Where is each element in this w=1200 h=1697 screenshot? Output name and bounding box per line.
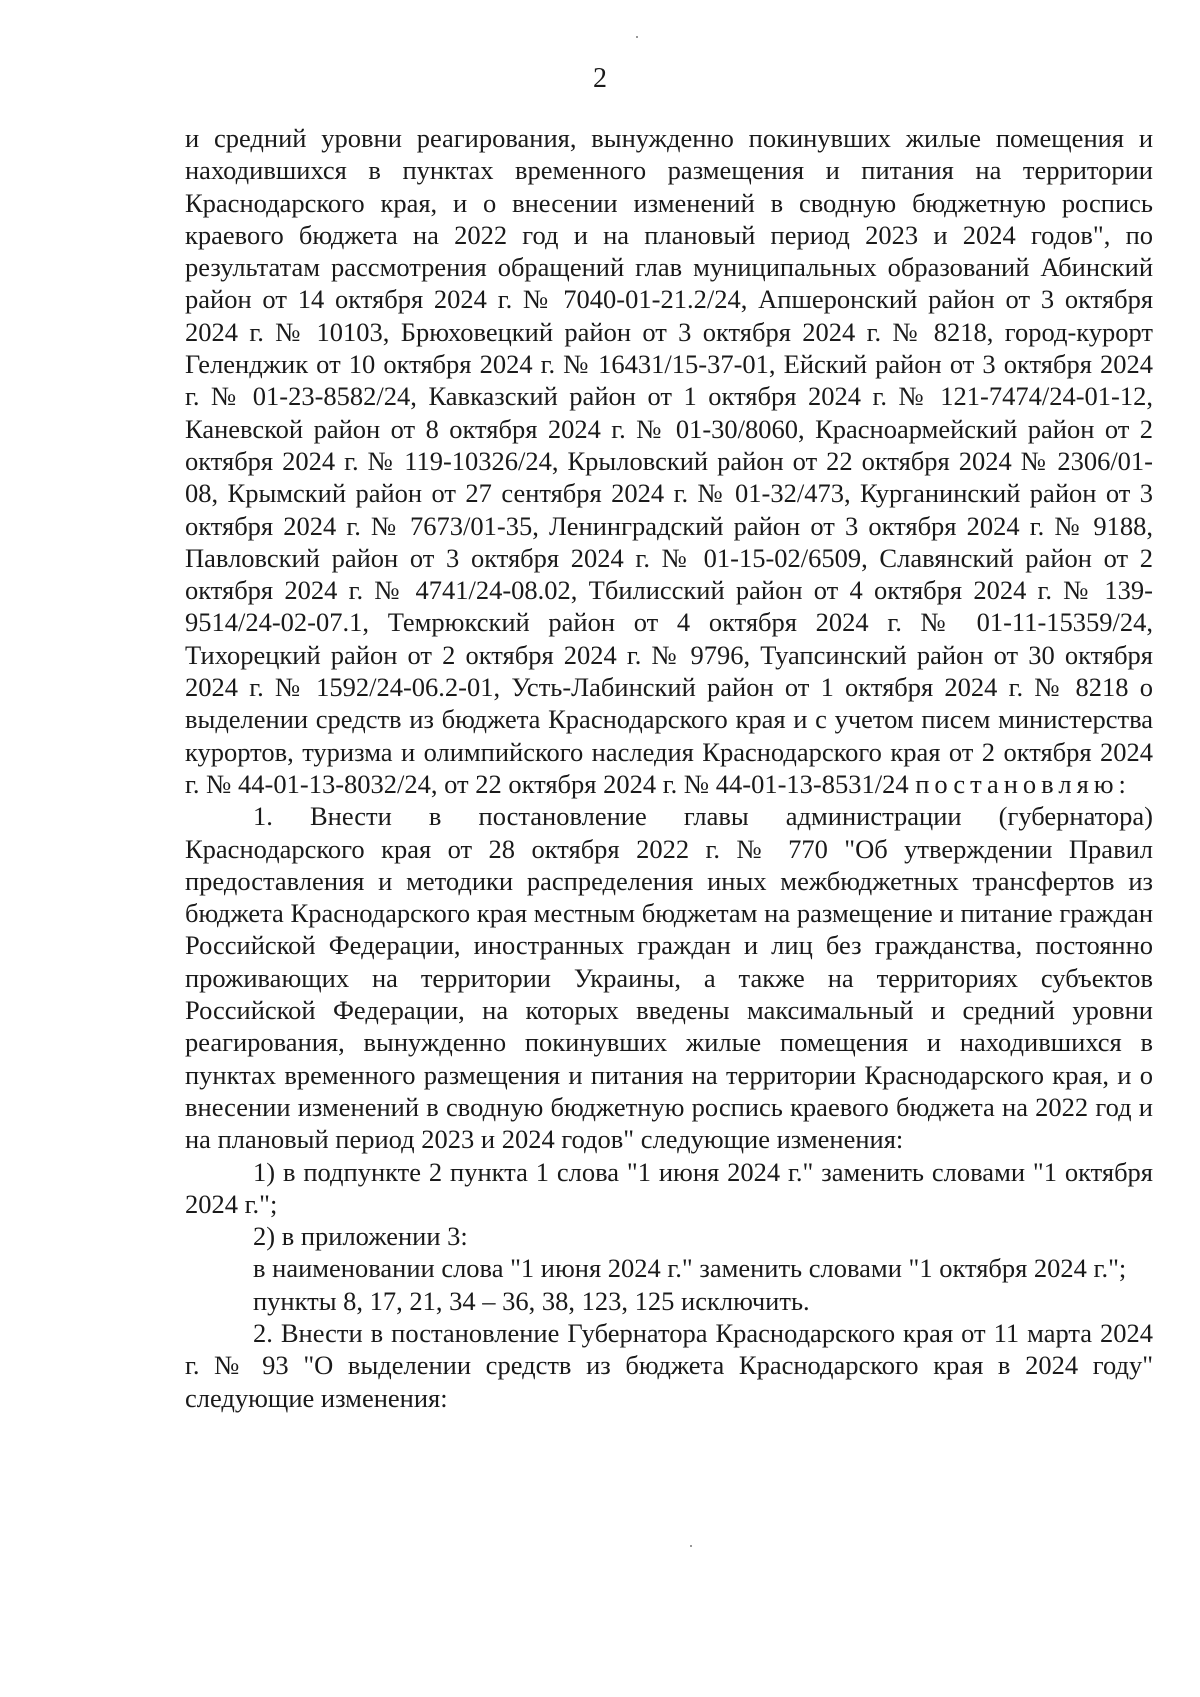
- text-line: краевого бюджета на 2022 год и на плановый период 2023 и 2024 годов",: [185, 219, 1111, 250]
- text-line: район от 22 октября 2024 № 2306/01-08, Крымский район от 27 сентября 2024 г.: [185, 445, 1154, 509]
- scan-artifact: [636, 36, 638, 38]
- text-line: № 4741/24-08.02, Тбилисский район от 4 октября 2024 г. № 139-9514/24-02-07.1,: [185, 575, 1153, 638]
- text-line: и средний уровни реагирования, вынужденно покинувших жилые помещения: [185, 995, 1153, 1058]
- text-line: от 11 марта 2024 г. № 93 "О выделении средств из бюджета Краснодарского: [185, 1317, 1154, 1381]
- text-line: 1) в подпункте 2 пункта 1 слова "1 июня 2024 г." заменить словами: [253, 1156, 1026, 1187]
- text-line: № 121-7474/24-01-12, Каневской район от 8 октября 2024 г. № 01-30/8060,: [185, 381, 1153, 444]
- text-line: от 3 октября 2024 г. № 10103, Брюховецкий район от 3 октября 2024 г. № 8218,: [185, 284, 1154, 347]
- text-line: Ленинградский район от 3 октября 2024 г. № 9188, Павловский район: [185, 510, 1154, 573]
- text-line: в наименовании слова "1 июня 2024 г." заменить словами: [253, 1253, 902, 1284]
- text-line: Краснодарского края, и о внесении изменений в сводную бюджетную роспись: [185, 1059, 1153, 1122]
- paragraph-p2: [185, 1156, 1153, 1221]
- text-line: и находившихся в пунктах временного размещения и питания на территории: [185, 1027, 1154, 1090]
- page-number: 2: [593, 63, 607, 94]
- paragraph-p4: [185, 1252, 1153, 1284]
- text-line: следующие изменения:: [640, 1124, 904, 1155]
- text-line: город-курорт Геленджик от 10 октября 2024 г. № 16431/15-37-01, Ейский район: [185, 316, 1154, 380]
- text-line: края от 2 октября 2024 г. № 44-01-13-8032/24, от 22 октября 2024 г.: [185, 736, 1153, 799]
- text-line: края в 2024 году" следующие изменения:: [185, 1350, 1154, 1413]
- text-line: от 3 октября 2024 г. № 01-23-8582/24, Кавказский район от 1 октября 2024 г.: [185, 349, 1153, 412]
- text-line: № 01-32/473, Курганинский район от 3 октября 2024 г. № 7673/01-35,: [185, 478, 1154, 541]
- text-line: министерства курортов, туризма и олимпийского наследия Краснодарского: [185, 704, 1154, 767]
- text-line: от 3 октября 2024 г. № 01-15-02/6509, Славянский район от 2 октября 2024 г.: [185, 542, 1154, 606]
- text-line: 2. Внести в постановление Губернатора Краснодарского края: [253, 1317, 954, 1348]
- text-line: по результатам рассмотрения обращений глав муниципальных образований: [185, 219, 1153, 283]
- paragraph-p0: [185, 122, 1153, 800]
- text-line: субъектов Российской Федерации, на которых введены максимальный: [185, 962, 1154, 1026]
- text-line: постоянно проживающих на территории Украины, а также на территориях: [185, 930, 1154, 993]
- paragraph-p5: [185, 1285, 1153, 1317]
- text-line: Красноармейский район от 2 октября 2024 г. № 119-10326/24, Крыловский: [185, 413, 1154, 476]
- scan-artifact: [690, 1545, 692, 1547]
- text-line: предоставления и методики распределения иных межбюджетных трансфертов: [185, 865, 1115, 896]
- text-line: "1 октября 2024 г.";: [185, 1156, 1153, 1219]
- text-line: Краснодарского края от 28 октября 2022 г. № 770 "Об утверждении Правил: [185, 833, 1153, 864]
- text-line: Темрюкский район от 4 октября 2024 г. № 01-11-15359/24, Тихорецкий район: [185, 607, 1154, 670]
- text-line: пункты 8, 17, 21, 34 – 36, 38, 123, 125 исключить.: [253, 1285, 810, 1316]
- text-line: 1. Внести в постановление главы администрации (губернатора): [253, 801, 1153, 832]
- text-line: из бюджета Краснодарского края местным бюджетам на размещение и питание: [185, 865, 1154, 929]
- document-body: [185, 122, 1153, 1414]
- text-line: краевого бюджета на 2022 год и на плановый период 2023 и 2024 годов": [185, 1091, 1153, 1155]
- text-line: и средний уровни реагирования, вынужденно покинувших жилые помещения: [185, 123, 1124, 153]
- text-line: и находившихся в пунктах временного размещения и питания на территории: [185, 123, 1153, 186]
- paragraph-p3: [185, 1220, 1153, 1252]
- text-line: от 2 октября 2024 г. № 9796, Туапсинский район от 30 октября 2024 г.: [185, 639, 1153, 703]
- paragraph-p1: [185, 800, 1153, 1155]
- text-line: 2) в приложении 3:: [253, 1221, 468, 1252]
- paragraph-p6: [185, 1317, 1153, 1414]
- text-line: о выделении средств из бюджета Краснодарского края и с учетом писем: [185, 672, 1153, 735]
- text-line: № 1592/24-06.2-01, Усть-Лабинский район от 1 октября 2024 г. № 8218: [274, 672, 1129, 703]
- text-line: Краснодарского края, и о внесении изменений в сводную бюджетную роспись: [185, 187, 1153, 218]
- text-line: "1 октября 2024 г.";: [908, 1253, 1127, 1284]
- text-line: № 44-01-13-8531/24: [683, 768, 916, 799]
- text-line: граждан Российской Федерации, иностранных граждан и лиц без гражданства,: [185, 898, 1154, 961]
- text-line: Абинский район от 14 октября 2024 г. № 7040-01-21.2/24, Апшеронский район: [185, 252, 1153, 315]
- resolution-keyword: постановляю:: [915, 768, 1131, 799]
